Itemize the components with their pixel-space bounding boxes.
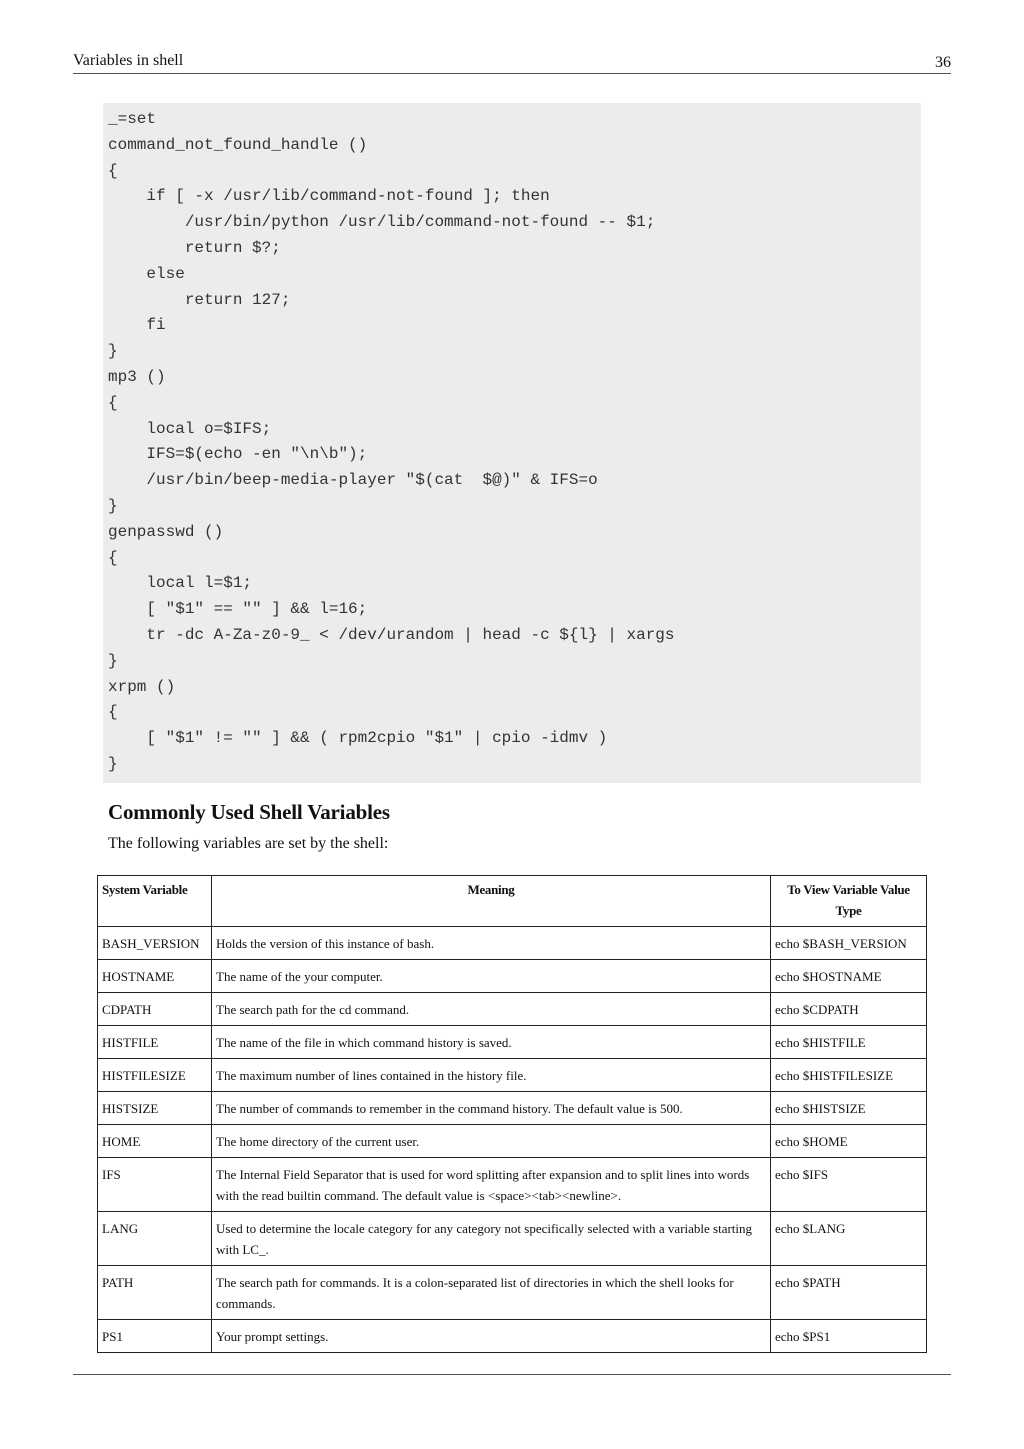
- code-line: return $?;: [108, 238, 281, 257]
- shell-variables-table: [97, 875, 927, 1353]
- cell-meaning: Used to determine the locale category for any category not specifically selected with a variable starting with LC_.: [212, 1212, 771, 1266]
- header-meaning: Meaning: [212, 876, 771, 927]
- cell-meaning: The search path for the cd command.: [212, 993, 771, 1026]
- code-line: return 127;: [108, 290, 291, 309]
- table-header-row: [98, 876, 927, 927]
- cell-view-command: echo $HISTFILESIZE: [771, 1059, 927, 1092]
- cell-view-command: echo $HISTSIZE: [771, 1092, 927, 1125]
- code-line: }: [108, 496, 118, 515]
- cell-view-command: echo $CDPATH: [771, 993, 927, 1026]
- section-heading: Commonly Used Shell Variables: [108, 800, 390, 824]
- code-line: tr -dc A-Za-z0-9_ < /dev/urandom | head -c ${l} | xargs: [108, 625, 675, 644]
- cell-view-command: echo $PS1: [771, 1320, 927, 1353]
- cell-variable: HOSTNAME: [98, 960, 212, 993]
- code-line: IFS=$(echo -en "\n\b");: [108, 445, 368, 464]
- cell-view-command: echo $HISTFILE: [771, 1026, 927, 1059]
- code-line: _=set: [108, 110, 157, 128]
- code-line: if [ -x /usr/lib/command-not-found ]; then: [108, 187, 550, 206]
- code-line: local o=$IFS;: [108, 419, 272, 438]
- cell-view-command: echo $HOSTNAME: [771, 960, 927, 993]
- cell-variable: HOME: [98, 1125, 212, 1158]
- table-row: [98, 1092, 927, 1125]
- code-line: }: [108, 342, 118, 361]
- cell-variable: HISTSIZE: [98, 1092, 212, 1125]
- cell-meaning: The home directory of the current user.: [212, 1125, 771, 1158]
- code-line: fi: [108, 316, 166, 335]
- table-row: [98, 1320, 927, 1353]
- table-row: [98, 1026, 927, 1059]
- cell-view-command: echo $HOME: [771, 1125, 927, 1158]
- code-line: else: [108, 264, 185, 283]
- code-line: {: [108, 393, 118, 412]
- code-line: }: [108, 651, 118, 670]
- code-line: }: [108, 754, 118, 773]
- page-header: [73, 50, 951, 74]
- table-row: [98, 1059, 927, 1092]
- code-line: [ "$1" != "" ] && ( rpm2cpio "$1" | cpio -idmv ): [108, 729, 608, 748]
- cell-variable: IFS: [98, 1158, 212, 1212]
- cell-variable: CDPATH: [98, 993, 212, 1026]
- cell-variable: PS1: [98, 1320, 212, 1353]
- cell-view-command: echo $IFS: [771, 1158, 927, 1212]
- code-line: local l=$1;: [108, 574, 253, 593]
- cell-variable: PATH: [98, 1266, 212, 1320]
- cell-view-command: echo $LANG: [771, 1212, 927, 1266]
- table-row: [98, 960, 927, 993]
- code-line: genpasswd (): [108, 522, 224, 541]
- cell-variable: HISTFILESIZE: [98, 1059, 212, 1092]
- code-line: [ "$1" == "" ] && l=16;: [108, 600, 368, 619]
- cell-view-command: echo $PATH: [771, 1266, 927, 1320]
- header-view-command: To View Variable Value Type: [771, 876, 927, 927]
- table-row: [98, 1212, 927, 1266]
- footer-rule: [73, 1374, 951, 1375]
- code-line: /usr/bin/beep-media-player "$(cat $@)" & IFS=o: [108, 471, 598, 490]
- intro-text: The following variables are set by the shell:: [108, 835, 389, 852]
- cell-variable: LANG: [98, 1212, 212, 1266]
- table-row: [98, 1266, 927, 1320]
- code-line: {: [108, 161, 118, 180]
- cell-meaning: The maximum number of lines contained in the history file.: [212, 1059, 771, 1092]
- code-line: mp3 (): [108, 367, 166, 386]
- code-line: /usr/bin/python /usr/lib/command-not-found -- $1;: [108, 213, 656, 232]
- cell-meaning: The name of the your computer.: [212, 960, 771, 993]
- code-line: command_not_found_handle (): [108, 135, 368, 154]
- cell-meaning: The number of commands to remember in the command history. The default value is 500.: [212, 1092, 771, 1125]
- code-line: {: [108, 548, 118, 567]
- cell-variable: BASH_VERSION: [98, 927, 212, 960]
- table-body: [98, 927, 927, 1353]
- cell-view-command: echo $BASH_VERSION: [771, 927, 927, 960]
- table-row: [98, 1125, 927, 1158]
- header-title: Variables in shell: [73, 52, 184, 69]
- code-line: xrpm (): [108, 677, 176, 696]
- code-lines: [108, 107, 675, 778]
- page-number: 36: [935, 54, 951, 71]
- cell-meaning: The search path for commands. It is a colon-separated list of directories in which the shell looks for commands.: [212, 1266, 771, 1320]
- code-line: {: [108, 703, 118, 722]
- cell-meaning: The Internal Field Separator that is used for word splitting after expansion and to split lines into words with the read builtin command. The default value is <space><tab><newline>.: [212, 1158, 771, 1212]
- cell-variable: HISTFILE: [98, 1026, 212, 1059]
- cell-meaning: The name of the file in which command history is saved.: [212, 1026, 771, 1059]
- table-row: [98, 927, 927, 960]
- code-block: [103, 103, 921, 783]
- table-row: [98, 993, 927, 1026]
- table-row: [98, 1158, 927, 1212]
- header-system-variable: System Variable: [98, 876, 212, 927]
- cell-meaning: Your prompt settings.: [212, 1320, 771, 1353]
- cell-meaning: Holds the version of this instance of bash.: [212, 927, 771, 960]
